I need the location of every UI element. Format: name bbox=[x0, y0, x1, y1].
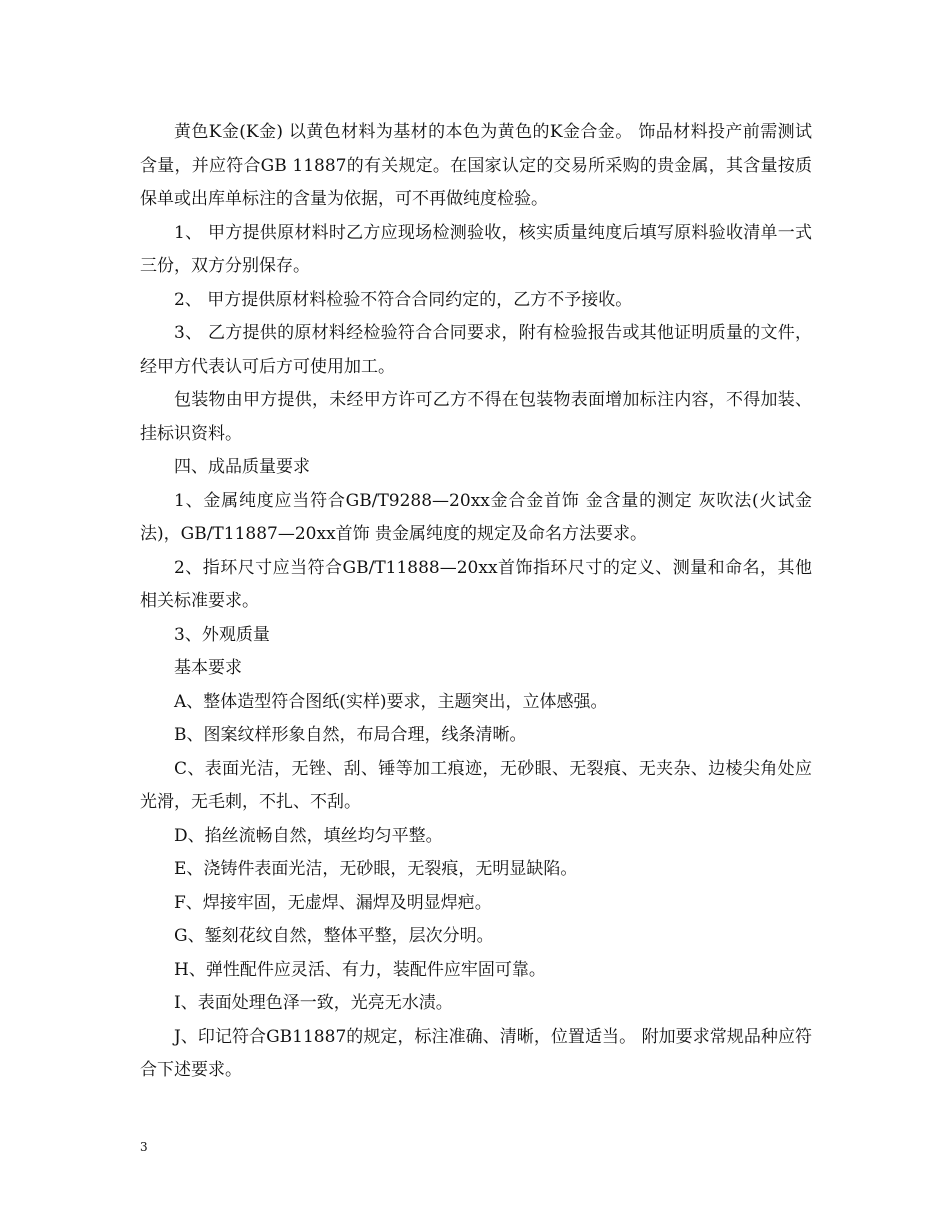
paragraph-requirement-a: A、整体造型符合图纸(实样)要求，主题突出，立体感强。 bbox=[174, 691, 608, 712]
paragraph-packaging: 包装物由甲方提供，未经甲方许可乙方不得在包装物表面增加标注内容，不得加装、挂标识资料。 bbox=[140, 390, 812, 444]
paragraph-requirement-h: H、弹性配件应灵活、有力，装配件应牢固可靠。 bbox=[174, 959, 546, 980]
page-number: 3 bbox=[140, 1140, 148, 1154]
section-heading-quality: 四、成品质量要求 bbox=[174, 457, 310, 477]
paragraph-k-gold-definition: 黄色K金(K金) 以黄色材料为基材的本色为黄色的K金合金。 饰品材料投产前需测试含量，并应符合GB 11887的有关规定。在国家认定的交易所采购的贵金属，其含量按质保单或出库单标注的含量为依据，可不再做纯度检验。 bbox=[140, 122, 812, 209]
paragraph-appearance-quality: 3、外观质量 bbox=[174, 624, 270, 645]
paragraph-requirement-b: B、图案纹样形象自然，布局合理，线条清晰。 bbox=[174, 725, 527, 745]
paragraph-requirement-i: I、表面处理色泽一致，光亮无水渍。 bbox=[174, 993, 453, 1013]
paragraph-requirement-f: F、焊接牢固，无虚焊、漏焊及明显焊疤。 bbox=[174, 892, 492, 913]
paragraph-requirement-c: C、表面光洁，无锉、刮、锤等加工痕迹，无砂眼、无裂痕、无夹杂、边棱尖角处应光滑，无毛刺，不扎、不刮。 bbox=[140, 758, 812, 812]
paragraph-item-2: 2、 甲方提供原材料检验不符合合同约定的，乙方不予接收。 bbox=[174, 289, 633, 310]
paragraph-requirement-j: J、印记符合GB11887的规定，标注准确、清晰，位置适当。 附加要求常规品种应符合下述要求。 bbox=[140, 1026, 812, 1080]
paragraph-item-1: 1、 甲方提供原材料时乙方应现场检测验收，核实质量纯度后填写原料验收清单一式三份，双方分别保存。 bbox=[140, 222, 812, 276]
paragraph-item-3: 3、 乙方提供的原材料经检验符合合同要求，附有检验报告或其他证明质量的文件，经甲方代表认可后方可使用加工。 bbox=[140, 323, 812, 377]
paragraph-basic-requirements: 基本要求 bbox=[174, 658, 242, 678]
paragraph-requirement-d: D、掐丝流畅自然，填丝均匀平整。 bbox=[174, 825, 443, 846]
paragraph-metal-purity: 1、金属纯度应当符合GB/T9288—20xx金合金首饰 金含量的测定 灰吹法(火试金法)，GB/T11887—20xx首饰 贵金属纯度的规定及命名方法要求。 bbox=[140, 490, 812, 544]
paragraph-requirement-g: G、錾刻花纹自然，整体平整，层次分明。 bbox=[174, 926, 494, 946]
paragraph-ring-size: 2、指环尺寸应当符合GB/T11888—20xx首饰指环尺寸的定义、测量和命名，其他相关标准要求。 bbox=[140, 557, 812, 611]
document-body bbox=[140, 116, 812, 1088]
paragraph-requirement-e: E、浇铸件表面光洁，无砂眼，无裂痕，无明显缺陷。 bbox=[174, 859, 578, 879]
